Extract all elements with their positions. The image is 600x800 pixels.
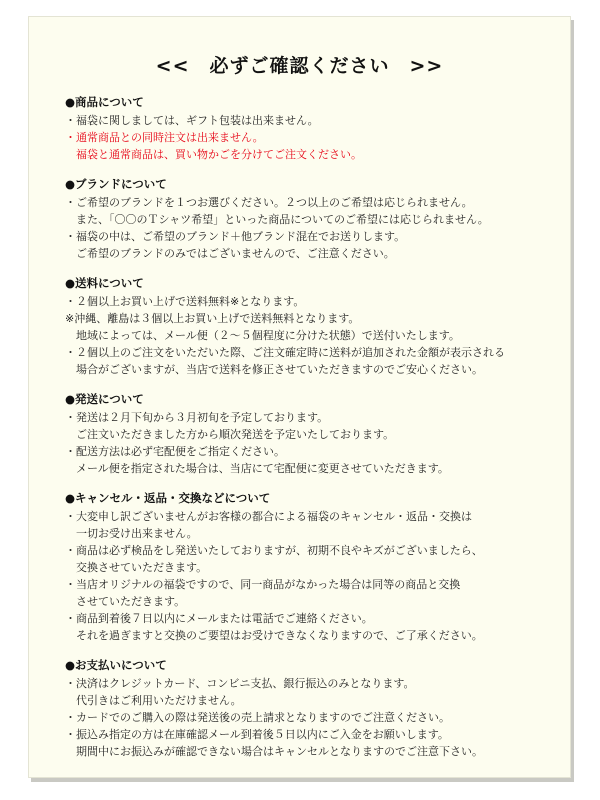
notice-line: ※沖縄、離島は３個以上お買い上げで送料無料となります。 [65,312,360,325]
notice-line: ・ご希望のブランドを１つお選びください。２つ以上のご希望は応じられません。 [65,196,473,209]
notice-line: また、「〇〇のＴシャツ希望」といった商品についてのご希望には応じられません。 [65,213,489,226]
notice-line: 期間中にお振込みが確認できない場合はキャンセルとなりますのでご注意下さい。 [65,745,483,758]
section-product [65,93,565,163]
notice-line: 一切お受け出来ません。 [65,527,198,540]
notice-line: ご希望のブランドのみではございませんので、ご注意ください。 [65,247,395,260]
notice-line: ・通常商品との同時注文は出来ません。 [65,131,264,144]
notice-line: ・振込み指定の方は在庫確認メール到着後５日以内にご入金をお願いします。 [65,728,449,741]
notice-line: 交換させていただきます。 [65,561,208,574]
notice-line: ・配送方法は必ず宅配便をご指定ください。 [65,445,285,458]
section-shipping-fee [65,274,565,378]
notice-line: 代引きはご利用いただけません。 [65,694,242,707]
notice-line: ・大変申し訳ございませんがお客様の都合による福袋のキャンセル・返品・交換は [65,510,472,523]
notice-line: ・福袋に関しましては、ギフト包装は出来ません。 [65,114,319,127]
page-title: << 必ずご確認ください >> [155,55,444,77]
notice-line: メール便を指定された場合は、当店にて宅配便に変更させていただきます。 [65,462,449,475]
section-heading: ●お支払いについて [65,658,167,672]
notice-line: ・商品到着後７日以内にメールまたは電話でご連絡ください。 [65,612,373,625]
notice-line: ・福袋の中は、ご希望のブランド＋他ブランド混在でお送りします。 [65,230,406,243]
notice-line: 場合がございますが、当店で送料を修正させていただきますのでご安心ください。 [65,363,483,376]
section-delivery [65,390,565,477]
section-heading: ●商品について [65,95,144,109]
section-brand [65,175,565,262]
notice-line: ・２個以上お買い上げで送料無料※となります。 [65,295,305,308]
notice-line: ・カードでのご購入の際は発送後の売上請求となりますのでご注意ください。 [65,711,450,724]
notice-sections [65,93,565,772]
notice-line: ・２個以上のご注文をいただいた際、ご注文確定時に送料が追加された金額が表示される [65,346,505,359]
section-heading: ●キャンセル・返品・交換などについて [65,491,271,505]
notice-panel [28,16,571,778]
notice-line: ・商品は必ず検品をし発送いたしておりますが、初期不良やキズがございましたら、 [65,544,483,557]
section-heading: ●ブランドについて [65,177,167,191]
section-heading: ●発送について [65,392,144,406]
notice-line: ・当店オリジナルの福袋ですので、同一商品がなかった場合は同等の商品と交換 [65,578,461,591]
notice-line: それを過ぎますと交換のご要望はお受けできなくなりますので、ご了承ください。 [65,629,483,642]
notice-line: ご注文いただきました方から順次発送を予定いたしております。 [65,428,395,441]
section-payment [65,656,565,760]
section-heading: ●送料について [65,276,144,290]
notice-line: 地域によっては、メール便（２～５個程度に分けた状態）で送付いたします。 [65,329,460,342]
notice-line: させていただきます。 [65,595,186,608]
notice-line: ・決済はクレジットカード、コンビニ支払、銀行振込のみとなります。 [65,677,415,690]
notice-line: 福袋と通常商品は、買い物かごを分けてご注文ください。 [65,148,362,161]
notice-line: ・発送は２月下旬から３月初旬を予定しております。 [65,411,329,424]
section-cancellation [65,489,565,644]
